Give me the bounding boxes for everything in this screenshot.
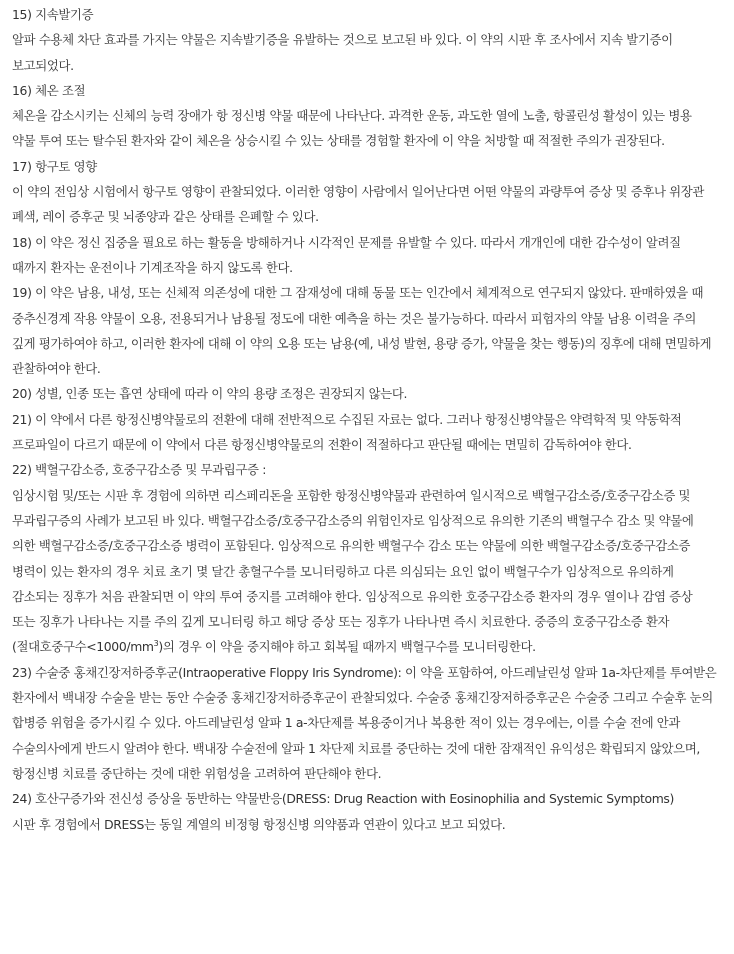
section-21-text: 21) 이 약에서 다른 항정신병약물로의 전환에 대해 전반적으로 수집된 자료는 없다. 그러나 항정신병약물은 약력학적 및 약동학적 프로파일이 다르기 때문에 이 약에서 다른 항정신병약물로의 전환이 적절하다고 판단될 때에는 면밀히 감독하여야 한다. — [12, 411, 682, 453]
section-22-text — [12, 483, 718, 660]
section-19-text: 19) 이 약은 남용, 내성, 또는 신체적 의존성에 대한 그 잠재성에 대해 동물 또는 인간에서 체계적으로 연구되지 않았다. 판매하였을 때 중추신경계 작용 약물이 오용, 전용되거나 남용될 정도에 대한 예측을 하는 것은 불가능하다. 따라서 피험자의 약물 남용 이력을 주의 깊게 평가하여야 하고, 이러한 환자에 대해 이 약의 오용 또는 남용(예, 내성 발현, 용량 증가, 약물을 찾는 행동)의 징후에 대해 면밀하게 관찰하여야 한다. — [12, 285, 712, 377]
section-22-text-tail: )의 경우 이 약을 중지해야 하고 회복될 때까지 백혈구수를 모니터링한다. — [158, 639, 536, 655]
section-17-heading: 17) 항구토 영향 — [12, 158, 97, 174]
section-18-text: 18) 이 약은 정신 집중을 필요로 하는 활동을 방해하거나 시각적인 문제를 유발할 수 있다. 따라서 개개인에 대한 감수성이 알려질 때까지 환자는 운전이나 기계조작을 하지 않도록 한다. — [12, 234, 681, 275]
section-20-text: 20) 성별, 인종 또는 흡연 상태에 따라 이 약의 용량 조정은 권장되지 않는다. — [12, 386, 408, 402]
section-22-heading: 22) 백혈구감소증, 호중구감소증 및 무과립구증 : — [12, 462, 267, 478]
section-16-text: 체온을 감소시키는 신체의 능력 장애가 항 정신병 약물 때문에 나타난다. 과격한 운동, 과도한 열에 노출, 항콜린성 활성이 있는 병용 약물 투여 또는 탈수된 환자와 같이 체온을 상승시킬 수 있는 상태를 경험할 환자에 이 약을 처방할 때 적절한 주의가 권장된다. — [12, 108, 692, 149]
section-15-heading: 15) 지속발기증 — [12, 7, 94, 22]
section-16-heading: 16) 체온 조절 — [12, 82, 86, 98]
section-23-text: 23) 수술중 홍채긴장저하증후군(Intraoperative Floppy Iris Syndrome): 이 약을 포함하여, 아드레날린성 알파 1a-차단제를 투여받은 환자에서 백내장 수술을 받는 동안 수술중 홍채긴장저하증후군이 관찰되었다. 수술중 홍채긴장저하증후군은 수술중 그리고 수술후 눈의 합병증 위험을 증가시킬 수 있다. 아드레날린성 알파 1 a-차단제를 복용중이거나 복용한 적이 있는 경우에는, 이를 수술 전에 안과 수술의사에게 반드시 알려야 한다. 백내장 수술전에 알파 1 차단제 치료를 중단하는 것에 대한 잠재적인 유익성은 확립되지 않았으며, 항정신병 치료를 중단하는 것에 대한 위험성을 고려하여 판단해야 한다. — [12, 664, 717, 781]
section-24-text: 시판 후 경험에서 DRESS는 동일 계열의 비정형 항정신병 의약품과 연관이 있다고 보고 되었다. — [12, 816, 506, 832]
section-17-text: 이 약의 전임상 시험에서 항구토 영향이 관찰되었다. 이러한 영향이 사람에서 일어난다면 어떤 약물의 과량투여 증상 및 증후나 위장관 폐색, 레이 증후군 및 뇌종양과 같은 상태를 은폐할 수 있다. — [12, 184, 705, 225]
section-15-text: 알파 수용체 차단 효과를 가지는 약물은 지속발기증을 유발하는 것으로 보고된 바 있다. 이 약의 시판 후 조사에서 지속 발기증이 보고되었다. — [12, 32, 673, 73]
superscript-cubed: 3 — [153, 639, 159, 649]
section-24-heading: 24) 호산구증가와 전신성 증상을 동반하는 약물반응(DRESS: Drug Reaction with Eosinophilia and Systemic Symptoms) — [12, 791, 675, 807]
section-22-text-main: 임상시험 및/또는 시판 후 경험에 의하면 리스페리돈을 포함한 항정신병약물과 관련하여 일시적으로 백혈구감소증/호중구감소증 및 무과립구증의 사례가 보고된 바 있다. 백혈구감소증/호중구감소증의 위험인자로 임상적으로 유의한 기존의 백혈구수 감소 및 약물에 의한 백혈구감소증/호중구감소증 병력이 포함된다. 임상적으로 유의한 백혈구수 감소 또는 약물에 의한 백혈구감소증/호중구감소증 병력이 있는 환자의 경우 치료 초기 몇 달간 총혈구수를 모니터링하고 다른 의심되는 요인 없이 백혈구수가 임상적으로 유의하게 감소되는 징후가 처음 관찰되면 이 약의 투여 중지를 고려해야 한다. 임상적으로 유의한 호중구감소증 환자의 경우 열이나 감염 증상 또는 징후가 나타나는 지를 주의 깊게 모니터링 하고 해당 증상 또는 징후가 나타나면 즉시 치료한다. 중증의 호중구감소증 환자(절대호중구수<1000/mm — [12, 487, 694, 655]
